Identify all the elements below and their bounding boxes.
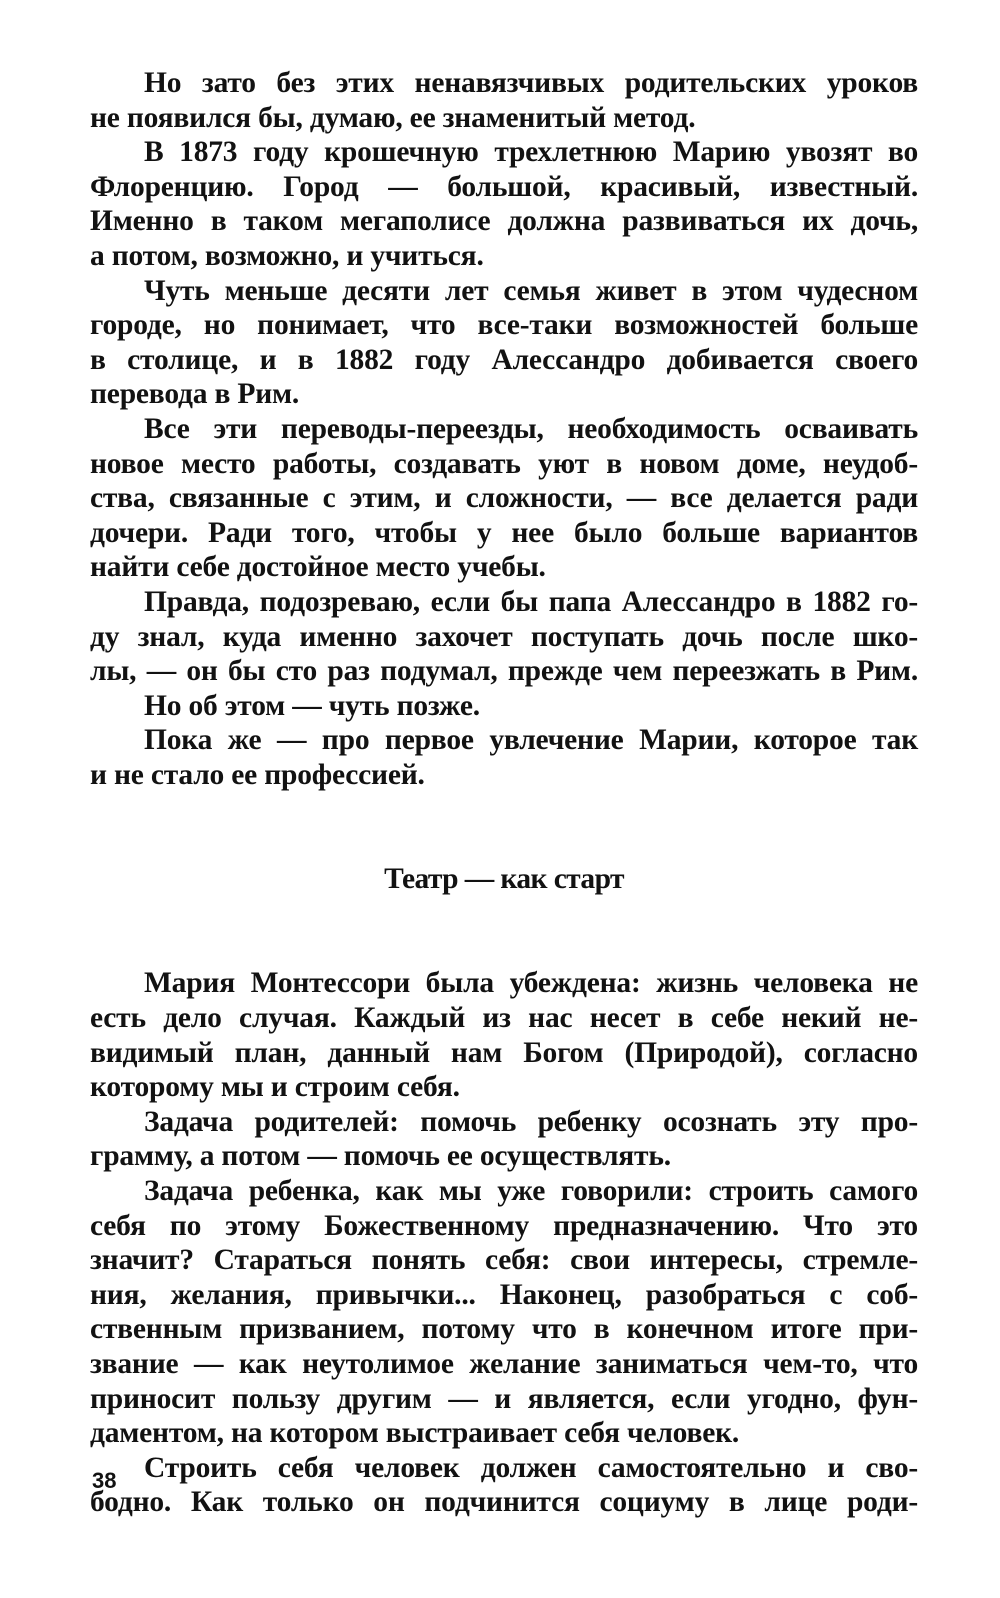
text-line: Но зато без этих ненавязчивых родительских уроков	[144, 67, 918, 99]
text-line: ственным призванием, потому что в конечном итоге при-	[90, 1313, 918, 1346]
text-line: звание — как неутолимое желание заниматься чем-то, что	[90, 1348, 918, 1380]
text-line: не появился бы, думаю, ее знаменитый метод.	[90, 101, 696, 134]
text-line: видимый план, данный нам Богом (Природой), согласно	[90, 1036, 918, 1069]
text-line: лы, — он бы сто раз подумал, прежде чем переезжать в Рим.	[90, 655, 918, 688]
text-block-before-heading	[90, 66, 918, 792]
text-line: Пока же — про первое увлечение Марии, которое так	[144, 724, 918, 757]
text-block-after-heading	[90, 966, 918, 1520]
book-page	[90, 66, 918, 1520]
text-line: приносит пользу другим — и является, если угодно, фун-	[90, 1382, 918, 1415]
text-line: Но об этом — чуть позже.	[144, 689, 480, 722]
text-line: есть дело случая. Каждый из нас несет в себе некий не-	[90, 1002, 918, 1035]
text-line: в столице, и в 1882 году Алессандро добивается своего	[90, 343, 918, 376]
text-line: дочери. Ради того, чтобы у нее было больше вариантов	[90, 516, 918, 549]
text-line: В 1873 году крошечную трехлетнюю Марию увозят во	[144, 136, 918, 169]
text-line: значит? Стараться понять себя: свои интересы, стремле-	[90, 1244, 918, 1277]
text-line: ства, связанные с этим, и сложности, — все делается ради	[90, 482, 918, 515]
text-line: Мария Монтессори была убеждена: жизнь человека не	[144, 967, 918, 1000]
text-line: бодно. Как только он подчинится социуму в лице роди-	[90, 1486, 918, 1519]
text-line: и не стало ее профессией.	[90, 758, 425, 791]
text-line: Правда, подозреваю, если бы папа Алессандро в 1882 го-	[144, 585, 918, 618]
text-line: которому мы и строим себя.	[90, 1071, 460, 1104]
text-line: Задача ребенка, как мы уже говорили: строить самого	[144, 1175, 918, 1208]
text-line: городе, но понимает, что все-таки возможностей больше	[90, 309, 918, 342]
text-line: ду знал, куда именно захочет поступать дочь после шко-	[90, 620, 918, 653]
text-line: Строить себя человек должен самостоятельно и сво-	[144, 1451, 918, 1484]
text-line: Флоренцию. Город — большой, красивый, известный.	[90, 170, 918, 203]
text-line: найти себе достойное место учебы.	[90, 551, 546, 584]
text-line: Чуть меньше десяти лет семья живет в этом чудесном	[144, 274, 918, 307]
section-heading: Театр — как старт	[384, 863, 624, 896]
text-line: Именно в таком мегаполисе должна развиваться их дочь,	[90, 205, 918, 238]
text-line: ния, желания, привычки... Наконец, разобраться с соб-	[90, 1278, 918, 1311]
text-line: новое место работы, создавать уют в новом доме, неудоб-	[90, 447, 918, 480]
text-line: а потом, возможно, и учиться.	[90, 239, 484, 272]
page-number: 38	[92, 1468, 117, 1493]
text-line: даментом, на котором выстраивает себя человек.	[90, 1417, 740, 1450]
text-line: Все эти переводы-переезды, необходимость осваивать	[144, 412, 918, 445]
text-line: перевода в Рим.	[90, 378, 300, 411]
text-line: Задача родителей: помочь ребенку осознать эту про-	[144, 1105, 918, 1138]
text-line: грамму, а потом — помочь ее осуществлять.	[90, 1140, 671, 1173]
text-line: себя по этому Божественному предназначению. Что это	[90, 1209, 918, 1242]
